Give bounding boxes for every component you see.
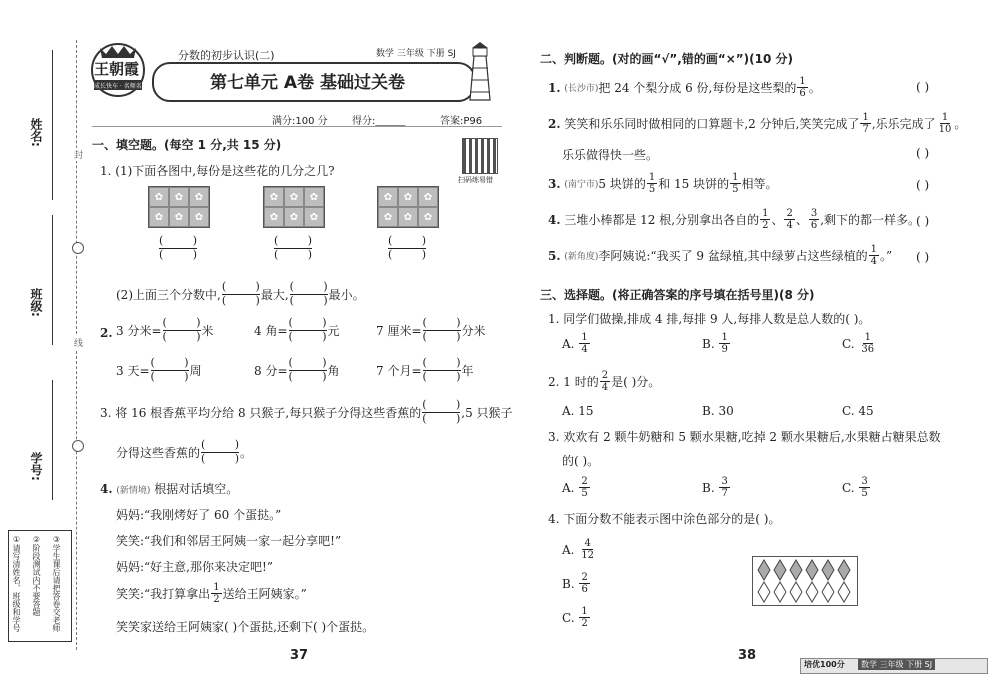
q2-item — [116, 358, 202, 383]
page-number-right: 38 — [738, 648, 757, 663]
choice-question-1: 1. 同学们做操,排成 4 排,每排 9 人,每排人数是总人数的( )。 — [548, 312, 871, 326]
c2-text-b: 是( )分。 — [611, 375, 661, 389]
judge-tail: 相等。 — [741, 177, 778, 191]
judge-number: 2. — [548, 116, 561, 131]
question-3-cont — [116, 440, 252, 465]
seal-circle-icon — [72, 242, 84, 254]
fraction: $\frac{4}{12}$ — [581, 538, 595, 561]
q2-item — [376, 358, 474, 383]
q2-item — [254, 318, 340, 343]
fraction: $\frac{1}{5}$ — [648, 172, 656, 195]
dialogue-line — [116, 582, 307, 605]
number-label: 学号: — [29, 452, 43, 481]
seal-circle-icon — [72, 440, 84, 452]
judge-tail: 。 — [954, 117, 967, 131]
fraction: $\frac{1}{4}$ — [870, 244, 878, 267]
q1-2-text-c: 最小。 — [328, 288, 365, 302]
q2-item-unit: 米 — [201, 324, 214, 338]
choice-option[interactable] — [842, 332, 877, 355]
q2-item-unit: 分米 — [461, 324, 486, 338]
answer-blank-fraction[interactable] — [201, 440, 239, 465]
seal-char-2: 线 — [74, 336, 83, 349]
answer-blank-fraction[interactable] — [422, 400, 460, 425]
judge-answer-5[interactable]: ( ) — [916, 250, 930, 264]
q2-item — [376, 318, 486, 343]
page-title: 第七单元 A卷 基础过关卷 — [210, 73, 405, 93]
logo-tagline: 成长快车 · 名师名卷 — [94, 83, 148, 90]
notice-item-3: ③学生课后请把答卷交老师 — [52, 535, 61, 632]
dialogue-line: 妈妈:“好主意,那你来决定吧!” — [116, 560, 273, 574]
q2-item — [116, 318, 214, 343]
judge-tag: (南宁市) — [564, 180, 599, 190]
footer-tag: 数学 三年级 下册 SJ — [858, 659, 935, 670]
judge-number: 4. — [548, 212, 561, 227]
fraction: $\frac{1}{6}$ — [799, 76, 806, 99]
fraction: $\frac{2}{4}$ — [786, 208, 793, 231]
name-line — [52, 50, 53, 200]
judge-text: 笑笑和乐乐同时做相同的口算题卡,2 分钟后,笑笑完成了 — [564, 117, 860, 131]
full-score: 满分:100 分 — [272, 116, 328, 127]
score-field[interactable]: 得分:______ — [352, 116, 406, 127]
c2-text-a: 2. 1 时的 — [548, 375, 599, 389]
q2-item-unit: 周 — [189, 364, 202, 378]
q1-2-text-b: 最大, — [260, 288, 289, 302]
fraction: $\frac{2}{4}$ — [601, 370, 609, 393]
qr-caption: 扫码练易错 — [458, 176, 493, 184]
page-number-left: 37 — [290, 648, 309, 663]
header-rule — [92, 126, 502, 127]
judge-number: 3. — [548, 176, 561, 191]
fraction: $\frac{3}{7}$ — [721, 476, 728, 499]
binding-margin — [0, 0, 84, 694]
question-1-1: 1. (1)下面各图中,每份是这些花的几分之几? — [100, 164, 335, 178]
unit-subtitle: 分数的初步认识(二) — [178, 49, 275, 62]
flower-box-2: ✿ ✿ ✿ ✿ ✿ ✿ — [263, 186, 325, 228]
judge-text: 李阿姨说:“我买了 9 盆绿植,其中绿萝占这些绿植的 — [598, 249, 868, 263]
flower-box-1: ✿ ✿ ✿ ✿ ✿ ✿ — [148, 186, 210, 228]
q3-text-c: 分得这些香蕉的 — [116, 446, 201, 460]
choice-question-3-line2: 的( )。 — [562, 454, 600, 468]
answer-blank-fraction[interactable] — [423, 318, 461, 343]
q2-item-prefix: 8 分= — [254, 364, 288, 378]
option-letter: A. — [562, 480, 575, 495]
brand-logo — [86, 40, 150, 100]
q4-text: 根据对话填空。 — [154, 482, 239, 496]
judge-answer-4[interactable]: ( ) — [916, 214, 930, 228]
q2-item — [254, 358, 340, 383]
flower-box-3: ✿ ✿ ✿ ✿ ✿ ✿ — [377, 186, 439, 228]
seal-char-1: 封 — [74, 148, 83, 161]
q3-text-a: 3. 将 16 根香蕉平均分给 8 只猴子,每只猴子分得这些香蕉的 — [100, 406, 422, 420]
section-choice: 三、选择题。(将正确答案的序号填在括号里)(8 分) — [540, 288, 815, 302]
judge-tag: (新角度) — [564, 252, 599, 262]
choice-option[interactable] — [842, 476, 871, 499]
judge-answer-3[interactable]: ( ) — [916, 178, 930, 192]
judge-item-4: 4. 三堆小棒都是 12 根,分别拿出各自的 $\frac{1}{2}$ 、 $\frac{2}{4}$ 、 $\frac{3}{6}$ ,剩下的都一样多。 — [548, 208, 921, 231]
q3-text-b: ,5 只猴子 — [461, 406, 513, 420]
choice-option[interactable]: C. 45 — [842, 404, 874, 418]
judge-text: 三堆小棒都是 12 根,分别拿出各自的 — [564, 213, 760, 227]
answer-blank-fraction[interactable] — [289, 358, 327, 383]
q4-tag: (新情境) — [116, 486, 151, 496]
judge-tag: (长沙市) — [564, 84, 599, 94]
judge-number: 1. — [548, 80, 561, 95]
option-letter: C. — [842, 336, 855, 351]
judge-text: 把 24 个梨分成 6 份,每份是这些梨的 — [598, 81, 797, 95]
fraction: $\frac{1}{7}$ — [862, 112, 869, 135]
option-letter: B. — [702, 480, 715, 495]
choice-option[interactable] — [562, 538, 597, 561]
judge-text-line2: 乐乐做得快一些。 — [562, 148, 659, 162]
fraction: $\frac{1}{4}$ — [581, 332, 588, 355]
answer-blank-fraction[interactable] — [290, 282, 328, 307]
notice-box — [8, 530, 72, 642]
name-label: 姓名: — [29, 118, 43, 147]
answer-blank-fraction[interactable] — [222, 282, 260, 307]
answer-blank-fraction[interactable] — [274, 236, 312, 261]
class-label: 班级: — [29, 288, 43, 317]
option-letter: B. — [702, 336, 715, 351]
q2-item-prefix: 3 分米= — [116, 324, 162, 338]
question-4-answer[interactable]: 笑笑家送给王阿姨家( )个蛋挞,还剩下( )个蛋挞。 — [116, 620, 375, 634]
lighthouse-icon — [460, 42, 500, 105]
judge-number: 5. — [548, 248, 561, 263]
choice-question-4: 4. 下面分数不能表示图中涂色部分的是( )。 — [548, 512, 781, 526]
header-tag: 数学 三年级 下册 SJ — [376, 49, 456, 59]
judge-item-1 — [548, 76, 821, 99]
choice-question-2 — [548, 370, 660, 393]
section-judge: 二、判断题。(对的画“√”,错的画“×”)(10 分) — [540, 52, 793, 66]
q1-2-text-a: (2)上面三个分数中, — [116, 288, 221, 302]
question-1-2 — [116, 282, 365, 307]
section-fill-blank: 一、填空题。(每空 1 分,共 15 分) — [92, 138, 282, 152]
fraction: $\frac{1}{36}$ — [861, 332, 875, 355]
dialogue-line: 妈妈:“我刚烤好了 60 个蛋挞。” — [116, 508, 282, 522]
q4-number: 4. — [100, 482, 113, 496]
fraction: $\frac{2}{6}$ — [581, 572, 588, 595]
answer-blank-fraction[interactable] — [159, 236, 197, 261]
q3-text-d: 。 — [240, 446, 253, 460]
judge-item-5 — [548, 244, 892, 267]
q2-item-prefix: 4 角= — [254, 324, 288, 338]
option-letter: B. — [562, 576, 575, 591]
notice-item-1: ①请写清姓名、班级和学号 — [12, 535, 21, 632]
logo-text: 王朝霞 — [94, 60, 140, 78]
answer-blank-fraction[interactable] — [151, 358, 189, 383]
fraction: $\frac{1}{10}$ — [938, 112, 952, 135]
judge-tail: 。 — [808, 81, 821, 95]
diamond-figure — [752, 556, 858, 606]
judge-answer-2[interactable]: ( ) — [916, 146, 930, 160]
question-2-number: 2. — [100, 326, 113, 340]
qr-code-icon[interactable] — [462, 138, 498, 174]
judge-text: 5 块饼的 — [598, 177, 646, 191]
q2-item-prefix: 7 厘米= — [376, 324, 422, 338]
option-letter: A. — [562, 336, 575, 351]
answer-blank-fraction[interactable] — [423, 358, 461, 383]
fraction: $\frac{1}{9}$ — [721, 332, 728, 355]
judge-item-2 — [548, 112, 966, 135]
dialogue-4-text-b: 送给王阿姨家。” — [222, 587, 307, 601]
dialogue-4-text-a: 笑笑:“我打算拿出 — [116, 587, 211, 601]
fraction: $\frac{1}{2}$ — [581, 606, 588, 629]
notice-item-2: ②阶段测试内不要答题 — [32, 535, 41, 616]
judge-tail: 。” — [880, 249, 893, 263]
judge-item-3 — [548, 172, 778, 195]
fraction: $\frac{1}{5}$ — [732, 172, 739, 195]
fraction: $\frac{1}{2}$ — [762, 208, 769, 231]
dialogue-line: 笑笑:“我们和邻居王阿姨一家一起分享吧!” — [116, 534, 342, 548]
class-line — [52, 215, 53, 345]
answer-blank-fraction[interactable] — [163, 318, 201, 343]
choice-option[interactable] — [702, 476, 731, 499]
option-letter: C. — [562, 610, 575, 625]
fraction: $\frac{2}{5}$ — [581, 476, 588, 499]
option-letter: A. — [562, 542, 575, 557]
choice-option[interactable] — [562, 476, 591, 499]
fraction: $\frac{3}{6}$ — [810, 208, 818, 231]
number-line — [52, 380, 53, 500]
choice-question-3: 3. 欢欢有 2 颗牛奶糖和 5 颗水果糖,吃掉 2 颗水果糖后,水果糖占糖果总数 — [548, 430, 941, 444]
choice-option[interactable] — [562, 332, 591, 355]
choice-option[interactable] — [562, 606, 591, 629]
choice-option[interactable] — [562, 572, 591, 595]
q2-item-unit: 年 — [461, 364, 474, 378]
judge-text: 和 15 块饼的 — [658, 177, 730, 191]
judge-text: ,乐乐完成了 — [871, 117, 936, 131]
question-3 — [100, 400, 513, 425]
footer-badge: 培优100分 — [804, 660, 845, 669]
option-letter: C. — [842, 480, 855, 495]
fraction: $\frac{3}{5}$ — [861, 476, 868, 499]
question-4 — [100, 480, 238, 497]
q2-item-prefix: 7 个月= — [376, 364, 422, 378]
judge-tail: ,剩下的都一样多。 — [820, 213, 921, 227]
q2-item-unit: 角 — [327, 364, 340, 378]
q2-item-unit: 元 — [327, 324, 340, 338]
answer-ref: 答案:P96 — [440, 116, 483, 127]
fraction: $\frac{1}{2}$ — [213, 582, 220, 605]
answer-blank-fraction[interactable] — [388, 236, 426, 261]
choice-option[interactable]: A. 15 — [562, 404, 594, 418]
choice-option[interactable]: B. 30 — [702, 404, 734, 418]
q2-item-prefix: 3 天= — [116, 364, 150, 378]
answer-blank-fraction[interactable] — [289, 318, 327, 343]
judge-answer-1[interactable]: ( ) — [916, 80, 930, 94]
choice-option[interactable] — [702, 332, 731, 355]
